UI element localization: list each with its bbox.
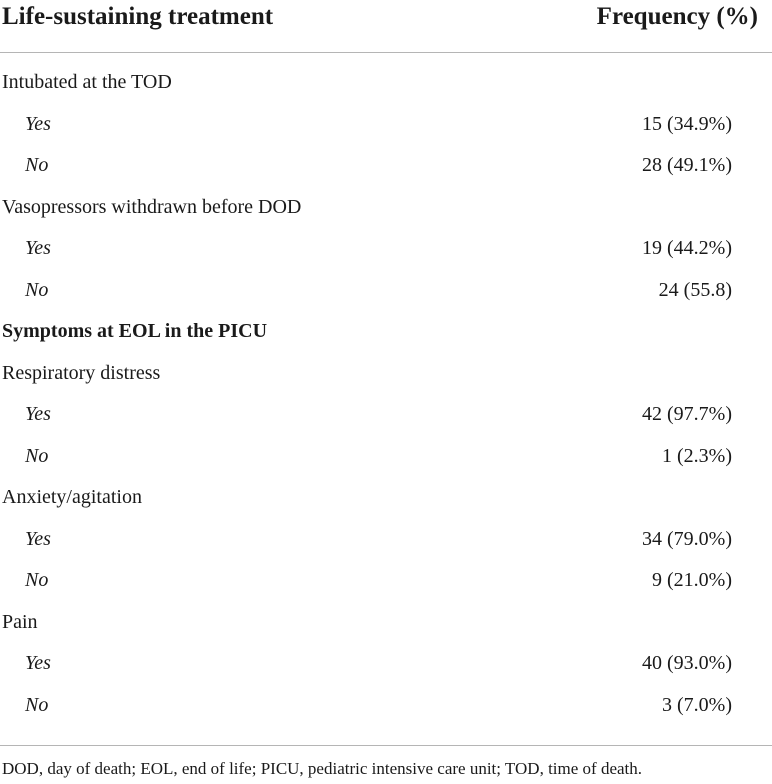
row-label: No: [25, 279, 49, 301]
table-row-intubated: [0, 63, 772, 104]
table-row: [0, 146, 772, 187]
column-header-treatment: Life-sustaining treatment: [2, 3, 274, 30]
row-label: Vasopressors withdrawn before DOD: [2, 196, 302, 218]
table-row-anxiety: [0, 478, 772, 519]
row-value: 42 (97.7%): [642, 403, 732, 425]
row-value: 1 (2.3%): [662, 445, 732, 467]
table-bottom-divider: [0, 745, 772, 746]
row-label: Yes: [25, 403, 51, 425]
section-heading: Symptoms at EOL in the PICU: [2, 320, 268, 342]
row-label: No: [25, 694, 49, 716]
table-row-section-symptoms: [0, 312, 772, 353]
table-row: [0, 561, 772, 602]
row-label: Anxiety/agitation: [2, 486, 142, 508]
row-label: Respiratory distress: [2, 362, 161, 384]
table-row: [0, 437, 772, 478]
row-value: 3 (7.0%): [662, 694, 732, 716]
table-row-respiratory: [0, 354, 772, 395]
row-value: 15 (34.9%): [642, 113, 732, 135]
table-row: [0, 105, 772, 146]
row-label: Yes: [25, 528, 51, 550]
row-label: No: [25, 569, 49, 591]
table-header: [0, 0, 772, 53]
table-row-vasopressors: [0, 188, 772, 229]
row-value: 19 (44.2%): [642, 237, 732, 259]
row-label: Yes: [25, 113, 51, 135]
row-value: 40 (93.0%): [642, 652, 732, 674]
table-row: [0, 644, 772, 685]
table-footnote: DOD, day of death; EOL, end of life; PICU, pediatric intensive care unit; TOD, time of death.: [2, 759, 643, 778]
row-value: 28 (49.1%): [642, 154, 732, 176]
column-header-frequency: Frequency (%): [596, 3, 758, 30]
row-value: 24 (55.8): [658, 279, 732, 301]
row-value: 34 (79.0%): [642, 528, 732, 550]
table-row: [0, 271, 772, 312]
row-label: Pain: [2, 611, 38, 633]
row-label: Yes: [25, 652, 51, 674]
table-row-pain: [0, 603, 772, 644]
table-row: [0, 686, 772, 727]
row-label: Yes: [25, 237, 51, 259]
table-row: [0, 229, 772, 270]
row-label: Intubated at the TOD: [2, 71, 172, 93]
row-label: No: [25, 154, 49, 176]
table-row: [0, 520, 772, 561]
row-value: 9 (21.0%): [652, 569, 732, 591]
table-row: [0, 395, 772, 436]
row-label: No: [25, 445, 49, 467]
